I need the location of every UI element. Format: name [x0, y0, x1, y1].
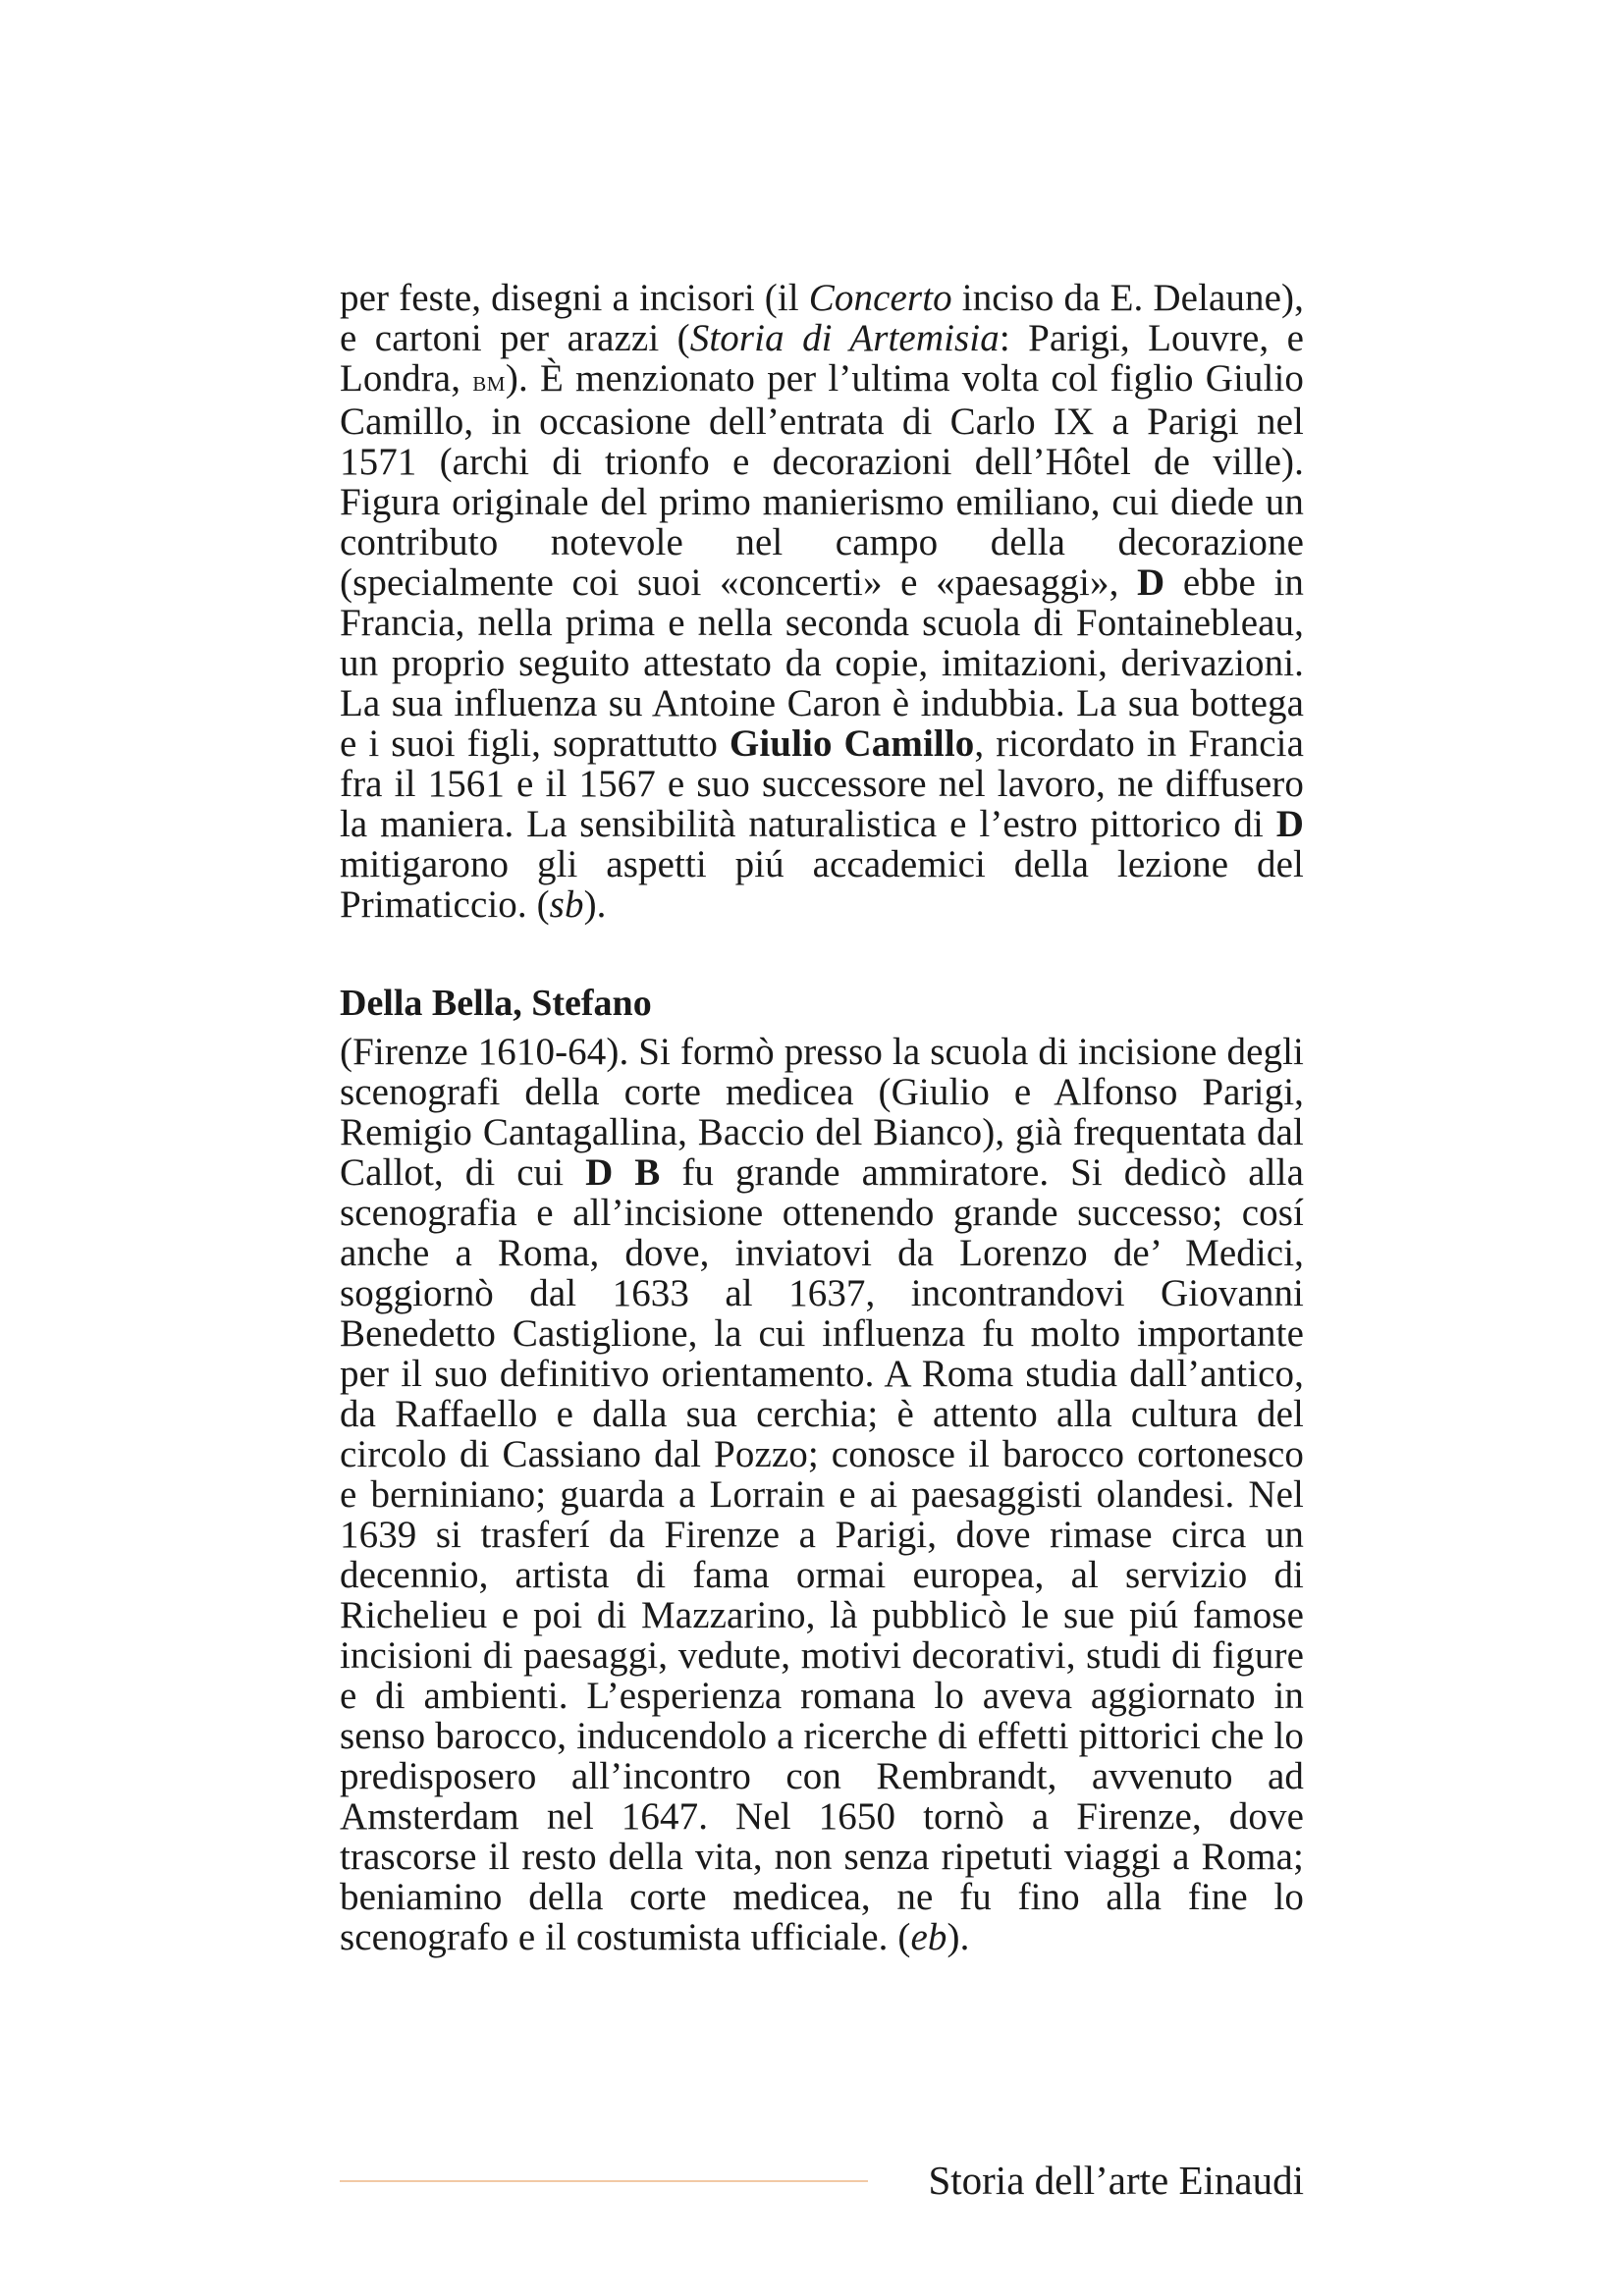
footer-rule: [340, 2180, 868, 2182]
bold-initials: D B: [585, 1151, 661, 1194]
footer-publication-title: Storia dell’arte Einaudi: [928, 2158, 1304, 2203]
page-footer: [340, 2153, 1304, 2208]
text-run: fu grande ammiratore. Si dedicò alla scenografia e all’incisione ottenendo grande successo; cosí anche a Roma, dove, inviatovi da Lorenzo de’ Medici, soggiornò dal 1633 al 1637, incontrandovi Giovanni Benedetto Castiglione, la cui influenza fu molto importante per il suo definitivo orientamento. A Roma studia dall’antico, da Raffaello e dalla sua cerchia; è attento alla cultura del circolo di Cassiano dal Pozzo; conosce il barocco cortonesco e berniniano; guarda a Lorrain e ai paesaggisti olandesi. Nel 1639 si trasferí da Firenze a Parigi, dove rimase circa un decennio, artista di fama ormai europea, al servizio di Richelieu e poi di Mazzarino, là pubblicò le sue piú famose incisioni di paesaggi, vedute, motivi decorativi, studi di figure e di ambienti. L’esperienza romana lo aveva aggiornato in senso barocco, inducendolo a ricerche di effetti pittorici che lo predisposero all’incontro con Rembrandt, avvenuto ad Amsterdam nel 1647. Nel 1650 tornò a Firenze, dove trascorse il resto della vita, non senza ripetuti viaggi a Roma; beniamino della corte medicea, ne fu fino alla fine lo scenografo e il costumista ufficiale. (: [340, 1151, 1304, 1958]
bold-initial: D: [1275, 803, 1304, 845]
bold-name: Giulio Camillo: [729, 722, 975, 765]
text-run: ebbe in Francia, nella prima e nella seconda scuola di Fontainebleau, un proprio seguito attestato da copie, imitazioni, derivazioni. La sua influenza su Antoine Caron è indubbia. La sua bottega e i suoi figli, soprattutto: [340, 561, 1305, 765]
author-initials-italic: sb: [549, 883, 584, 926]
text-run: mitigarono gli aspetti piú accademici della lezione del Primaticcio. (: [340, 843, 1304, 926]
text-run: ).: [947, 1916, 970, 1958]
text-run: ). È menzionato per l’ultima volta col figlio Giulio Camillo, in occasione dell’entrata di Carlo IX a Parigi nel 1571 (archi di trionfo e decorazioni dell’Hôtel de ville). Figura originale del primo manierismo emiliano, cui diede un contributo notevole nel campo della decorazione (specialmente coi suoi «concerti» e «paesaggi»,: [340, 357, 1304, 604]
text-run: inciso da E. Delaune), e cartoni per arazzi (: [340, 277, 1304, 359]
text-run: , ricordato in Francia fra il 1561 e il 1567 e suo successore nel lavoro, ne diffusero la maniera. La sensibilità naturalistica e l’estro pittorico di: [340, 722, 1304, 845]
entry-continued-paragraph: [340, 278, 1304, 925]
text-run: per feste, disegni a incisori (il: [340, 277, 809, 319]
entry-heading: Della Bella, Stefano: [340, 983, 652, 1024]
text-run: : Parigi, Louvre, e Londra,: [340, 317, 1304, 400]
text-column: [340, 278, 1304, 1957]
artwork-title-italic: Storia di Artemisia: [689, 317, 1000, 359]
text-run: (Firenze 1610-64). Si formò presso la scuola di incisione degli scenografi della corte medicea (Giulio e Alfonso Parigi, Remigio Cantagallina, Baccio del Bianco), già frequentata dal Callot, di cui: [340, 1031, 1304, 1194]
small-caps-abbreviation: bm: [472, 364, 506, 398]
author-initials-italic: eb: [910, 1916, 947, 1958]
bold-initial: D: [1137, 561, 1165, 604]
text-run: ).: [583, 883, 607, 926]
artwork-title-italic: Concerto: [808, 277, 952, 319]
entry-paragraph: [340, 1032, 1304, 1957]
